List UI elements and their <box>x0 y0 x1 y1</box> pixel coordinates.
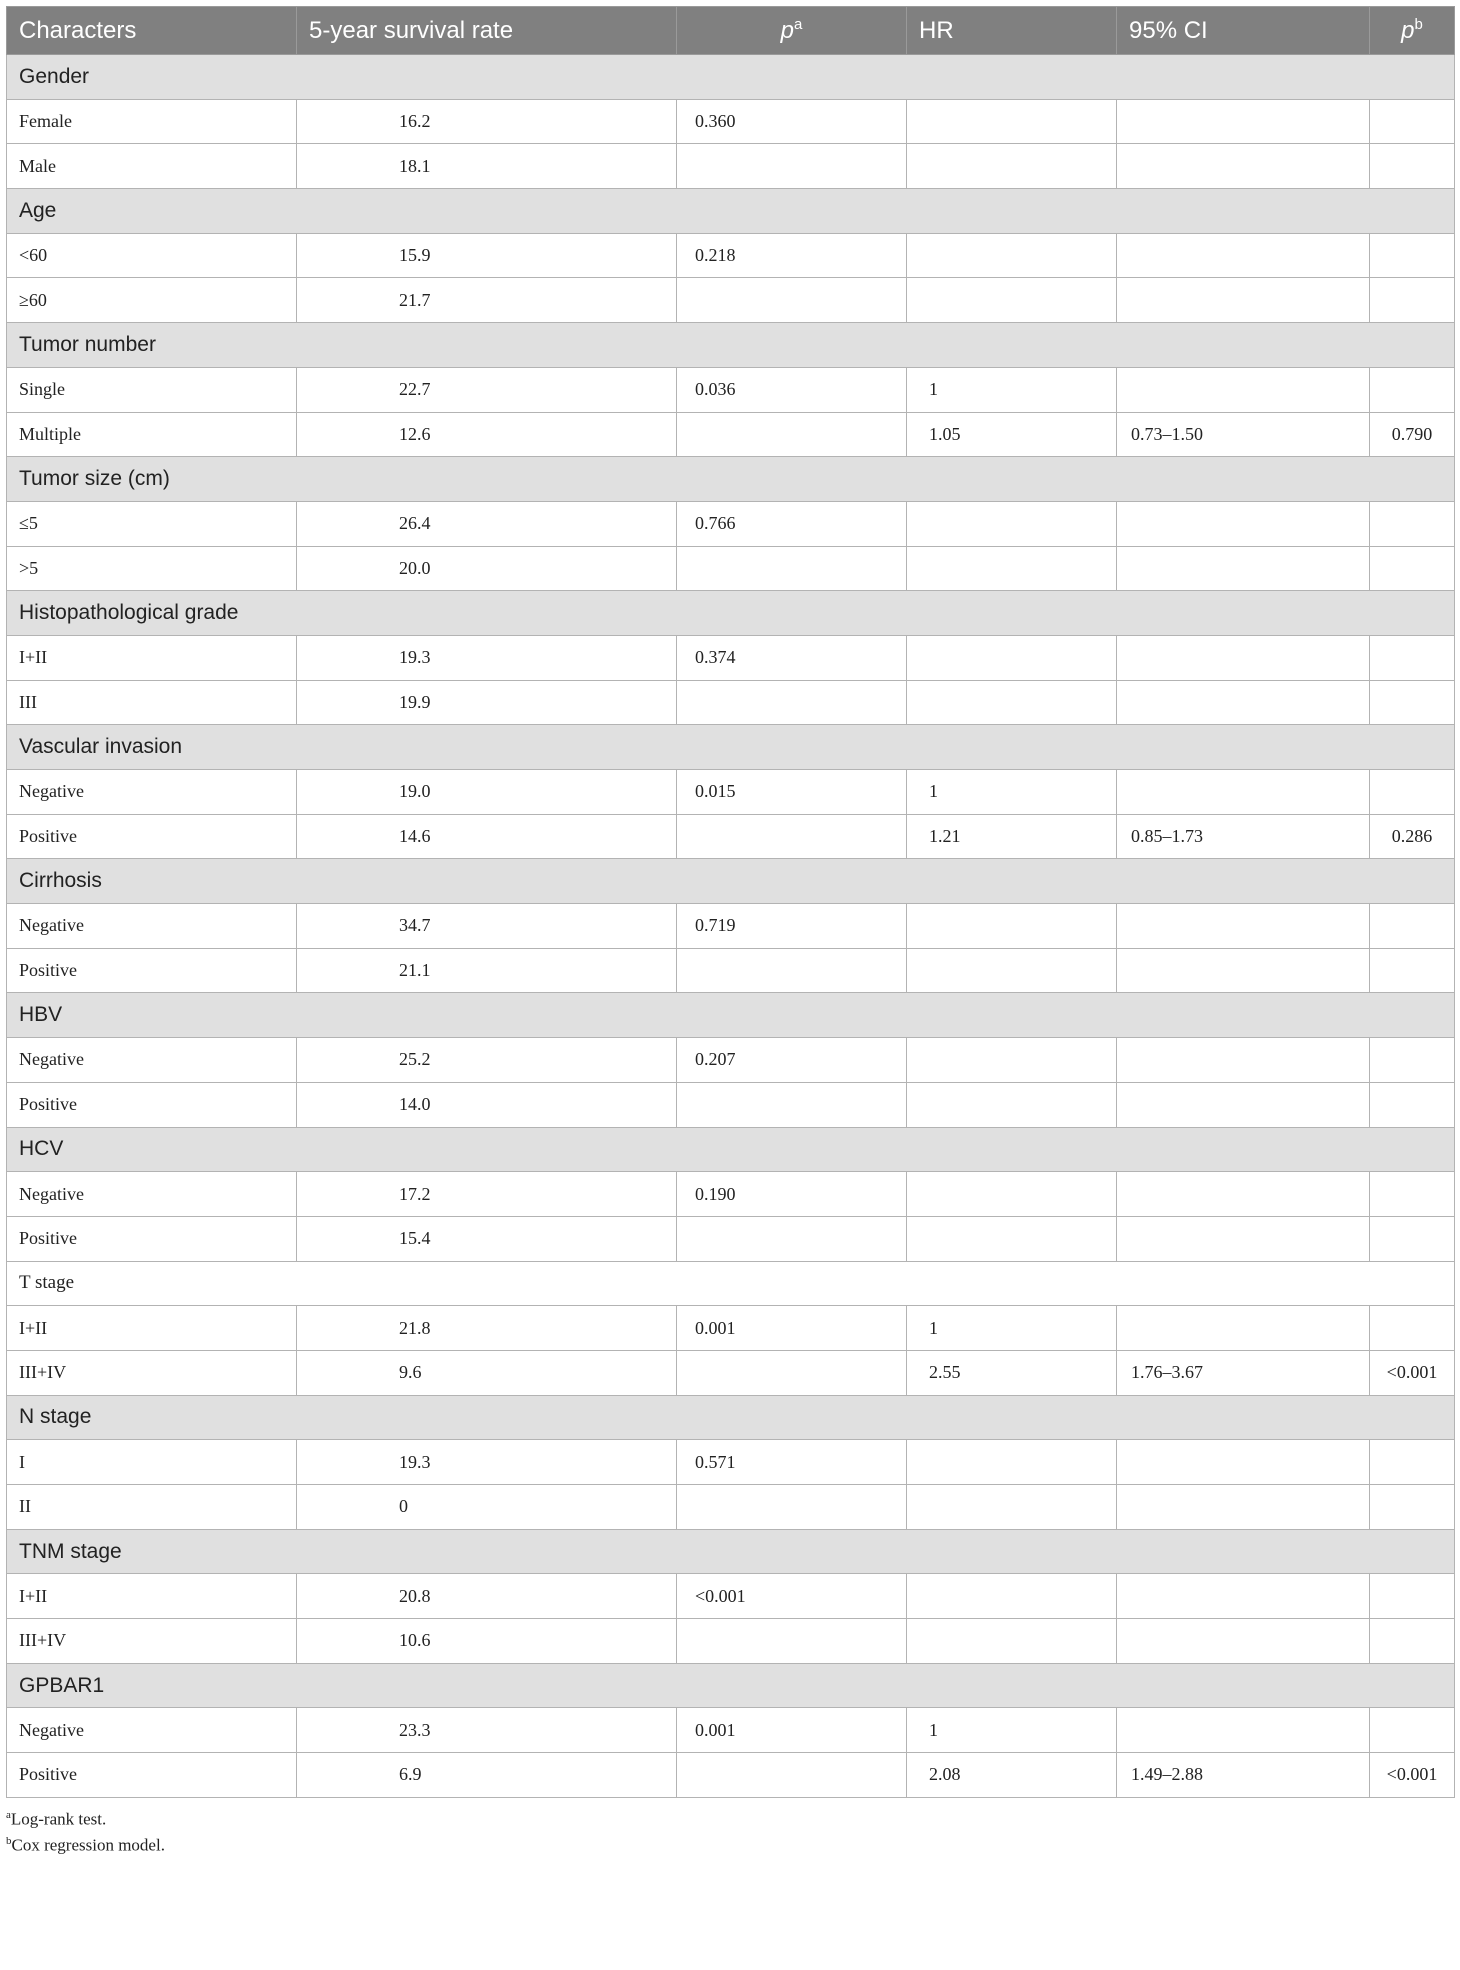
table-row <box>7 1440 1455 1485</box>
cell-p-a: 0.015 <box>677 770 907 815</box>
category-title: GPBAR1 <box>7 1663 1455 1708</box>
category-row <box>7 55 1455 100</box>
cell-rate: 18.1 <box>297 144 677 189</box>
header-survival-rate: 5-year survival rate <box>297 7 677 55</box>
cell-p-b <box>1370 99 1455 144</box>
cell-rate: 15.9 <box>297 233 677 278</box>
cell-p-b <box>1370 367 1455 412</box>
cell-label: <60 <box>7 233 297 278</box>
cell-rate: 14.6 <box>297 814 677 859</box>
header-ci: 95% CI <box>1117 7 1370 55</box>
cell-p-a <box>677 278 907 323</box>
cell-ci <box>1117 546 1370 591</box>
table-row <box>7 233 1455 278</box>
category-row <box>7 457 1455 502</box>
table-row <box>7 367 1455 412</box>
cell-ci <box>1117 635 1370 680</box>
cell-ci: 0.73–1.50 <box>1117 412 1370 457</box>
cell-p-b <box>1370 680 1455 725</box>
cell-label: I+II <box>7 1306 297 1351</box>
table-row <box>7 1708 1455 1753</box>
cell-p-a: 0.001 <box>677 1708 907 1753</box>
cell-p-a: 0.036 <box>677 367 907 412</box>
table-row <box>7 680 1455 725</box>
cell-rate: 12.6 <box>297 412 677 457</box>
category-row <box>7 859 1455 904</box>
header-p-b <box>1370 7 1455 55</box>
cell-ci <box>1117 1440 1370 1485</box>
cell-hr <box>907 1485 1117 1530</box>
category-title: Tumor number <box>7 323 1455 368</box>
table-row <box>7 546 1455 591</box>
cell-hr <box>907 1038 1117 1083</box>
cell-p-b <box>1370 948 1455 993</box>
header-row <box>7 7 1455 55</box>
cell-label: Negative <box>7 1038 297 1083</box>
cell-label: >5 <box>7 546 297 591</box>
cell-ci <box>1117 1038 1370 1083</box>
table-row <box>7 635 1455 680</box>
cell-label: ≤5 <box>7 501 297 546</box>
cell-rate: 0 <box>297 1485 677 1530</box>
cell-label: Female <box>7 99 297 144</box>
cell-hr <box>907 948 1117 993</box>
table-row <box>7 1038 1455 1083</box>
cell-p-b <box>1370 1619 1455 1664</box>
cell-hr <box>907 904 1117 949</box>
category-row <box>7 189 1455 234</box>
table-row <box>7 412 1455 457</box>
header-p-a-symbol: p <box>780 17 794 44</box>
header-p-a-sup: a <box>794 16 803 33</box>
cell-hr <box>907 680 1117 725</box>
cell-ci <box>1117 278 1370 323</box>
category-title: N stage <box>7 1395 1455 1440</box>
cell-p-a <box>677 1216 907 1261</box>
cell-ci <box>1117 1619 1370 1664</box>
footnotes <box>6 1804 1454 1857</box>
table-body <box>7 55 1455 1798</box>
category-row <box>7 1261 1455 1306</box>
cell-p-a <box>677 1753 907 1798</box>
category-row <box>7 591 1455 636</box>
category-row <box>7 323 1455 368</box>
header-p-b-sup: b <box>1414 16 1423 33</box>
cell-p-a: 0.374 <box>677 635 907 680</box>
cell-label: Positive <box>7 1216 297 1261</box>
table-row <box>7 1753 1455 1798</box>
cell-p-a <box>677 680 907 725</box>
cell-p-b: 0.790 <box>1370 412 1455 457</box>
cell-p-b <box>1370 1708 1455 1753</box>
cell-rate: 16.2 <box>297 99 677 144</box>
cell-hr: 1 <box>907 1306 1117 1351</box>
cell-p-b: 0.286 <box>1370 814 1455 859</box>
cell-ci: 1.49–2.88 <box>1117 1753 1370 1798</box>
cell-rate: 15.4 <box>297 1216 677 1261</box>
cell-ci <box>1117 501 1370 546</box>
cell-p-a: 0.360 <box>677 99 907 144</box>
cell-ci <box>1117 1172 1370 1217</box>
survival-table-container <box>6 6 1454 1857</box>
cell-p-a <box>677 144 907 189</box>
cell-hr: 2.55 <box>907 1350 1117 1395</box>
cell-p-b: <0.001 <box>1370 1350 1455 1395</box>
cell-p-b <box>1370 770 1455 815</box>
table-row <box>7 1350 1455 1395</box>
cell-hr <box>907 1440 1117 1485</box>
cell-label: II <box>7 1485 297 1530</box>
cell-ci <box>1117 233 1370 278</box>
cell-hr <box>907 99 1117 144</box>
cell-p-a <box>677 1619 907 1664</box>
table-row <box>7 948 1455 993</box>
cell-hr <box>907 1619 1117 1664</box>
header-characters: Characters <box>7 7 297 55</box>
cell-p-b <box>1370 278 1455 323</box>
cell-hr: 1.21 <box>907 814 1117 859</box>
cell-label: Male <box>7 144 297 189</box>
cell-label: ≥60 <box>7 278 297 323</box>
cell-ci <box>1117 1708 1370 1753</box>
table-row <box>7 1216 1455 1261</box>
table-row <box>7 1574 1455 1619</box>
cell-rate: 34.7 <box>297 904 677 949</box>
cell-p-b <box>1370 1216 1455 1261</box>
cell-hr <box>907 635 1117 680</box>
cell-ci <box>1117 99 1370 144</box>
cell-p-a: 0.218 <box>677 233 907 278</box>
cell-hr: 1 <box>907 1708 1117 1753</box>
cell-label: Positive <box>7 1753 297 1798</box>
cell-label: III+IV <box>7 1350 297 1395</box>
cell-label: I+II <box>7 635 297 680</box>
cell-p-a: 0.766 <box>677 501 907 546</box>
cell-p-b <box>1370 233 1455 278</box>
category-row <box>7 1395 1455 1440</box>
category-row <box>7 1529 1455 1574</box>
cell-p-b <box>1370 546 1455 591</box>
category-row <box>7 1663 1455 1708</box>
cell-p-a: 0.001 <box>677 1306 907 1351</box>
cell-rate: 19.3 <box>297 1440 677 1485</box>
cell-rate: 17.2 <box>297 1172 677 1217</box>
cell-rate: 10.6 <box>297 1619 677 1664</box>
cell-p-b <box>1370 1082 1455 1127</box>
cell-label: Positive <box>7 948 297 993</box>
table-row <box>7 99 1455 144</box>
cell-p-a <box>677 1082 907 1127</box>
table-row <box>7 1172 1455 1217</box>
header-p-a <box>677 7 907 55</box>
survival-table <box>6 6 1455 1798</box>
cell-label: III+IV <box>7 1619 297 1664</box>
category-title: T stage <box>7 1261 1455 1306</box>
cell-rate: 19.3 <box>297 635 677 680</box>
cell-label: Negative <box>7 1708 297 1753</box>
footnote-b-text: Cox regression model. <box>11 1836 165 1856</box>
cell-p-b <box>1370 1485 1455 1530</box>
cell-rate: 23.3 <box>297 1708 677 1753</box>
cell-p-a <box>677 1485 907 1530</box>
cell-p-a: 0.207 <box>677 1038 907 1083</box>
cell-hr <box>907 1082 1117 1127</box>
cell-p-b <box>1370 1172 1455 1217</box>
cell-p-b <box>1370 1038 1455 1083</box>
cell-p-b <box>1370 501 1455 546</box>
cell-label: Multiple <box>7 412 297 457</box>
cell-rate: 22.7 <box>297 367 677 412</box>
table-row <box>7 770 1455 815</box>
table-row <box>7 1485 1455 1530</box>
cell-ci <box>1117 1306 1370 1351</box>
cell-p-a <box>677 948 907 993</box>
category-title: TNM stage <box>7 1529 1455 1574</box>
cell-hr: 2.08 <box>907 1753 1117 1798</box>
cell-rate: 14.0 <box>297 1082 677 1127</box>
cell-p-b <box>1370 1306 1455 1351</box>
cell-ci <box>1117 367 1370 412</box>
category-title: HCV <box>7 1127 1455 1172</box>
category-row <box>7 993 1455 1038</box>
cell-p-a <box>677 546 907 591</box>
cell-label: Negative <box>7 904 297 949</box>
cell-ci <box>1117 770 1370 815</box>
cell-ci: 1.76–3.67 <box>1117 1350 1370 1395</box>
cell-ci <box>1117 904 1370 949</box>
header-hr: HR <box>907 7 1117 55</box>
table-row <box>7 1619 1455 1664</box>
cell-ci <box>1117 1574 1370 1619</box>
cell-hr: 1 <box>907 367 1117 412</box>
cell-hr <box>907 1574 1117 1619</box>
cell-ci <box>1117 1216 1370 1261</box>
header-p-b-symbol: p <box>1401 17 1415 44</box>
category-title: HBV <box>7 993 1455 1038</box>
cell-rate: 21.8 <box>297 1306 677 1351</box>
cell-p-b <box>1370 144 1455 189</box>
cell-label: Single <box>7 367 297 412</box>
category-title: Tumor size (cm) <box>7 457 1455 502</box>
cell-rate: 9.6 <box>297 1350 677 1395</box>
cell-ci <box>1117 948 1370 993</box>
cell-hr <box>907 546 1117 591</box>
table-row <box>7 1082 1455 1127</box>
table-row <box>7 904 1455 949</box>
cell-p-a <box>677 814 907 859</box>
cell-rate: 26.4 <box>297 501 677 546</box>
cell-hr <box>907 1216 1117 1261</box>
cell-hr <box>907 278 1117 323</box>
cell-label: I+II <box>7 1574 297 1619</box>
cell-p-a <box>677 412 907 457</box>
footnote-a-text: Log-rank test. <box>10 1809 107 1829</box>
cell-hr: 1 <box>907 770 1117 815</box>
category-title: Age <box>7 189 1455 234</box>
cell-hr <box>907 1172 1117 1217</box>
footnote-b-sup: b <box>6 1835 12 1848</box>
cell-ci: 0.85–1.73 <box>1117 814 1370 859</box>
cell-hr <box>907 233 1117 278</box>
cell-label: III <box>7 680 297 725</box>
cell-hr <box>907 144 1117 189</box>
category-row <box>7 1127 1455 1172</box>
cell-rate: 20.8 <box>297 1574 677 1619</box>
cell-rate: 21.7 <box>297 278 677 323</box>
cell-rate: 20.0 <box>297 546 677 591</box>
cell-label: Positive <box>7 814 297 859</box>
table-row <box>7 501 1455 546</box>
cell-p-a: 0.190 <box>677 1172 907 1217</box>
cell-rate: 6.9 <box>297 1753 677 1798</box>
footnote-a <box>6 1804 1454 1831</box>
footnote-b <box>6 1830 1454 1857</box>
cell-rate: 19.0 <box>297 770 677 815</box>
cell-rate: 21.1 <box>297 948 677 993</box>
cell-ci <box>1117 680 1370 725</box>
cell-rate: 25.2 <box>297 1038 677 1083</box>
footnote-a-sup: a <box>6 1808 11 1821</box>
table-row <box>7 278 1455 323</box>
cell-label: Negative <box>7 1172 297 1217</box>
cell-p-b <box>1370 635 1455 680</box>
cell-ci <box>1117 144 1370 189</box>
cell-p-a: 0.719 <box>677 904 907 949</box>
cell-label: Positive <box>7 1082 297 1127</box>
cell-ci <box>1117 1082 1370 1127</box>
cell-p-b <box>1370 1440 1455 1485</box>
cell-p-a: 0.571 <box>677 1440 907 1485</box>
table-row <box>7 1306 1455 1351</box>
cell-ci <box>1117 1485 1370 1530</box>
table-row <box>7 814 1455 859</box>
cell-p-b <box>1370 904 1455 949</box>
category-title: Vascular invasion <box>7 725 1455 770</box>
category-title: Histopathological grade <box>7 591 1455 636</box>
cell-hr <box>907 501 1117 546</box>
category-title: Cirrhosis <box>7 859 1455 904</box>
cell-p-b: <0.001 <box>1370 1753 1455 1798</box>
cell-p-a: <0.001 <box>677 1574 907 1619</box>
cell-rate: 19.9 <box>297 680 677 725</box>
cell-p-b <box>1370 1574 1455 1619</box>
category-title: Gender <box>7 55 1455 100</box>
cell-p-a <box>677 1350 907 1395</box>
cell-label: I <box>7 1440 297 1485</box>
category-row <box>7 725 1455 770</box>
table-row <box>7 144 1455 189</box>
cell-label: Negative <box>7 770 297 815</box>
cell-hr: 1.05 <box>907 412 1117 457</box>
